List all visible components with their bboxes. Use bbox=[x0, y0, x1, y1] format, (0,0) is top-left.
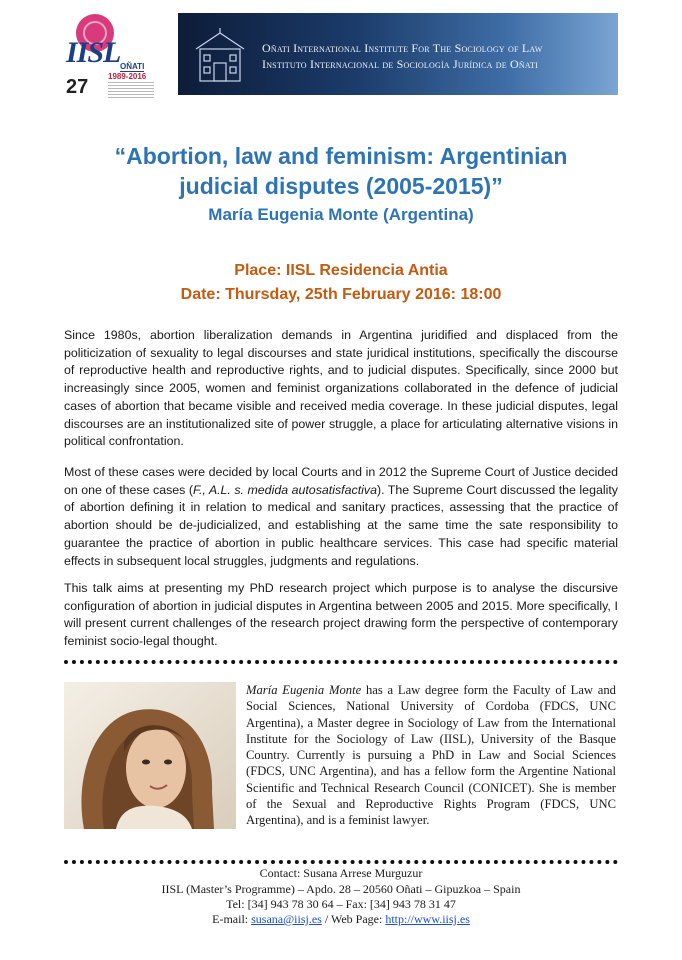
iisl-logo bbox=[62, 14, 158, 98]
event-title bbox=[0, 141, 682, 201]
email-label: E-mail: bbox=[212, 912, 252, 926]
event-title-line-1: “Abortion, law and feminism: Argentinian bbox=[114, 143, 568, 169]
event-place: Place: IISL Residencia Antia bbox=[234, 262, 448, 279]
speaker-name: María Eugenia Monte (Argentina) bbox=[208, 205, 474, 224]
bio-text: has a Law degree form the Faculty of Law and Social Sciences, National University of Cordoba (FDCS, UNC Argentina), a Master degree in Sociology of Law from the International Institute for the Sociology of Law (IISL), University of the Basque Country. Currently is pursuing a PhD in Law and Social Sciences (FDCS, UNC Argentina), and has a fellow form the Argentine National Scientific and Technical Research Council (CONICET). She is member of the Sexual and Reproductive Rights Program (FDCS, UNC Argentina), and is a feminist lawyer. bbox=[246, 683, 616, 828]
abstract-paragraph-3: This talk aims at presenting my PhD research project which purpose is to analyse the discursive configuration of abortion in judicial disputes in Argentina between 2005 and 2015. More specifically, I will present current challenges of the research project drawing form the perspective of contemporary feminist socio-legal thought. bbox=[64, 581, 618, 649]
building-icon bbox=[192, 27, 248, 85]
contact-phone: Tel: [34] 943 78 30 64 – Fax: [34] 943 78 31 47 bbox=[226, 897, 456, 911]
logo-acronym: IISL bbox=[66, 36, 121, 69]
dotted-divider-bottom bbox=[64, 860, 618, 864]
logo-anniversary: 27 bbox=[66, 76, 89, 98]
web-link[interactable]: http://www.iisj.es bbox=[385, 912, 470, 926]
web-label: / Web Page: bbox=[321, 912, 386, 926]
paragraph-2-text-a: Most of these cases were decided by local Courts and in 2012 the Supreme Court of Justice decided on one of these cases ( bbox=[64, 465, 618, 497]
email-link[interactable]: susana@iisj.es bbox=[251, 912, 322, 926]
speaker-bio bbox=[246, 682, 616, 829]
bio-name: María Eugenia Monte bbox=[246, 683, 362, 697]
event-date: Date: Thursday, 25th February 2016: 18:00 bbox=[180, 286, 502, 303]
event-title-line-2: judicial disputes (2005-2015)” bbox=[179, 173, 503, 199]
institute-banner bbox=[178, 13, 618, 95]
abstract-paragraph-2 bbox=[64, 464, 618, 570]
logo-place: OÑATI bbox=[120, 62, 145, 71]
contact-links bbox=[0, 912, 682, 928]
logo-fine-print bbox=[108, 82, 154, 98]
dotted-divider-top bbox=[64, 660, 618, 664]
banner-line-spanish: Instituto Internacional de Sociología Jurídica de Oñati bbox=[262, 57, 538, 71]
case-name: F., A.L. s. medida autosatisfactiva bbox=[192, 482, 377, 497]
contact-person: Contact: Susana Arrese Murguzur bbox=[259, 866, 423, 880]
abstract-paragraph-1: Since 1980s, abortion liberalization demands in Argentina juridified and displaced from the politicization of sexuality to legal discourses and state juridical institutions, specifically the discourse of reproductive health and reproductive rights, and to judicial disputes. Specifically, since 2000 but increasingly since 2005, women and feminist organizations collaborated in the defence of judicial cases of abortion that became visible and received media coverage. In these judicial disputes, legal discourses are an institutionalized site of power struggle, a place for articulating alternative visions in political confrontation. bbox=[64, 328, 618, 449]
speaker-photo bbox=[64, 682, 236, 829]
paragraph-2-text-b: ). The Supreme Court discussed the legality of abortion defining it in relation to medical and sanitary practices, assessing that the practice of abortion should be de-judicialized, and establishing at the same time the sate responsibility to guarantee the practice of abortion in public healthcare services. This case had specific material effects in subsequent local struggles, judgments and regulations. bbox=[64, 482, 618, 568]
logo-years: 1989-2016 bbox=[108, 72, 147, 81]
contact-address: IISL (Master’s Programme) – Apdo. 28 – 20560 Oñati – Gipuzkoa – Spain bbox=[161, 882, 521, 896]
banner-line-english: Oñati International Institute For The Sociology of Law bbox=[262, 41, 543, 55]
